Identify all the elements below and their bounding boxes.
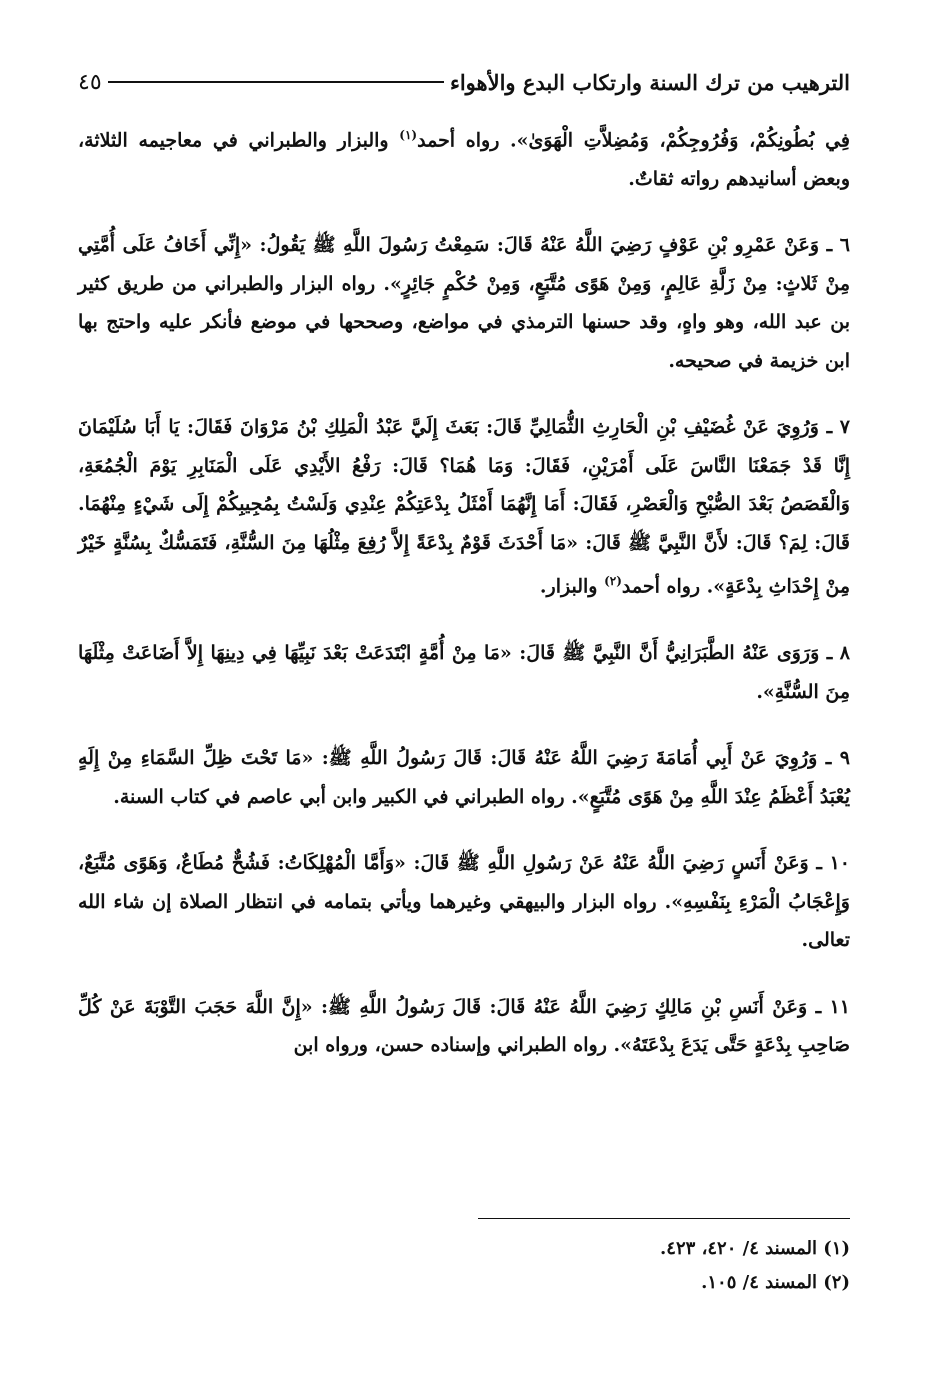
hadith-number: ٦ ـ <box>826 234 850 257</box>
hadith-10 <box>78 844 850 960</box>
hadith-number: ١١ ـ <box>815 995 850 1018</box>
paragraph-continuation <box>78 116 850 198</box>
paragraph-text: وَرُوِيَ عَنْ أَبِي أُمَامَةَ رَضِيَ اللَّهُ عَنْهُ قَالَ: قَالَ رَسُولُ اللَّهِ ﷺ: «مَا تَحْتَ ظِلِّ السَّمَاءِ مِنْ إِلَهٍ يُعْبَدُ أَعْظَمُ عِنْدَ اللَّهِ مِنْ هَوًى مُتَّبَعٍ». رواه الطبراني في الكبير وابن أبي عاصم في كتاب السنة. <box>78 747 850 808</box>
hadith-number: ١٠ ـ <box>816 852 850 875</box>
paragraph-rest: والبزار والطبراني في معاجيمه الثلاثة، وبعض أسانيدهم رواته ثقاتٌ. <box>78 129 850 190</box>
paragraph-text: وَعَنْ أَنَسِ بْنِ مَالِكٍ رَضِيَ اللَّهُ عَنْهُ قَالَ: قَالَ رَسُولُ اللَّهِ ﷺ: «إِنَّ اللَّهَ حَجَبَ التَّوْبَةَ عَنْ كُلِّ صَاحِبِ بِدْعَةٍ حَتَّى يَدَعَ بِدْعَتَهُ». رواه الطبراني وإسناده حسن، ورواه ابن <box>78 995 850 1057</box>
hadith-number: ٩ ـ <box>825 747 850 770</box>
page-number: ٤٥ <box>78 69 102 95</box>
hadith-9 <box>78 739 850 816</box>
hadith-number: ٧ ـ <box>826 416 850 439</box>
hadith-11 <box>78 988 850 1065</box>
running-title: الترهيب من ترك السنة وارتكاب البدع والأهواء <box>449 69 850 95</box>
paragraph-rest: والبزار. <box>539 575 605 598</box>
footnote-2: (٢) المسند ٤/ ١٠٥. <box>701 1272 850 1293</box>
page-body <box>78 116 850 1093</box>
paragraph-text: فِي بُطُونِكُمْ، وَفُرُوجِكُمْ، وَمُضِلاَّتِ الْهَوَىٰ». رواه أحمد <box>417 129 850 152</box>
footnote-1: (١) المسند ٤/ ٤٢٠، ٤٢٣. <box>660 1238 850 1259</box>
paragraph-text: وَعَنْ أَنَسٍ رَضِيَ اللَّهُ عَنْهُ عَنْ رَسُولِ اللَّهِ ﷺ قَالَ: «وَأَمَّا الْمُهْلِكَاتُ: فَشُحٌّ مُطَاعٌ، وَهَوًى مُتَّبَعٌ، وَإِعْجَابُ الْمَرْءِ بِنَفْسِهِ». رواه البزار والبيهقي وغيرهما ويأتي بتمامه في انتظار الصلاة إن شاء الله تعالى. <box>78 852 850 952</box>
running-header <box>78 62 850 102</box>
hadith-number: ٨ ـ <box>826 642 850 665</box>
footnote-separator <box>478 1218 850 1219</box>
paragraph-text: وَعَنْ عَمْرِو بْنِ عَوْفٍ رَضِيَ اللَّهُ عَنْهُ قَالَ: سَمِعْتُ رَسُولَ اللَّهِ ﷺ يَقُولُ: «إِنِّي أَخَافُ عَلَى أُمَّتِي مِنْ ثَلاثٍ: مِنْ زَلَّةِ عَالِمٍ، وَمِنْ هَوًى مُتَّبَعٍ، وَمِنْ حُكْمٍ جَائِرٍ». رواه البزار والطبراني من طريق كثير بن عبد الله، وهو واهٍ، وقد حسنها الترمذي في مواضع، وصححها في موضع فأنكر عليه واحتج بها ابن خزيمة في صحيحه. <box>78 234 850 372</box>
hadith-8 <box>78 634 850 711</box>
header-rule <box>108 81 444 83</box>
paragraph-text: وَرَوَى عَنْهُ الطَّبَرَانِيُّ أَنَّ النَّبِيَّ ﷺ قَالَ: «مَا مِنْ أُمَّةٍ ابْتَدَعَتْ بَعْدَ نَبِيِّهَا فِي دِينِهَا إِلاَّ أَضَاعَتْ مِثْلَهَا مِنَ السُّنَّةِ». <box>78 642 850 703</box>
footnote-ref: (١) <box>399 128 418 142</box>
paragraph-text: وَرُوِيَ عَنْ غُضَيْفِ بْنِ الْحَارِثِ الثُّمَالِيِّ قَالَ: بَعَثَ إِلَيَّ عَبْدُ الْمَلِكِ بْنُ مَرْوَانَ فَقَالَ: يَا أَبَا سُلَيْمَانَ إِنَّا قَدْ جَمَعْنَا النَّاسَ عَلَى أَمْرَيْنِ، فَقَالَ: وَمَا هُمَا؟ قَالَ: رَفْعُ الأَيْدِي عَلَى الْمَنَابِرِ يَوْمَ الْجُمُعَةِ، وَالْقَصَصُ بَعْدَ الصُّبْحِ وَالْعَصْرِ، فَقَالَ: أَمَا إِنَّهُمَا أَمْثَلُ بِدْعَتِكُمْ عِنْدِي وَلَسْتُ بِمُجِيبِكُمْ إِلَى شَيْءٍ مِنْهُمَا. قَالَ: لِمَ؟ قَالَ: لأَنَّ النَّبِيَّ ﷺ قَالَ: «مَا أَحْدَثَ قَوْمٌ بِدْعَةً إِلاَّ رُفِعَ مِثْلُهَا مِنَ السُّنَّةِ، فَتَمَسُّكٌ بِسُنَّةٍ خَيْرٌ مِنْ إِحْدَاثِ بِدْعَةٍ». رواه أحمد <box>78 416 850 598</box>
footnote-ref: (٢) <box>604 574 622 589</box>
hadith-7 <box>78 408 850 606</box>
footnotes <box>300 1232 850 1300</box>
hadith-6 <box>78 226 850 380</box>
